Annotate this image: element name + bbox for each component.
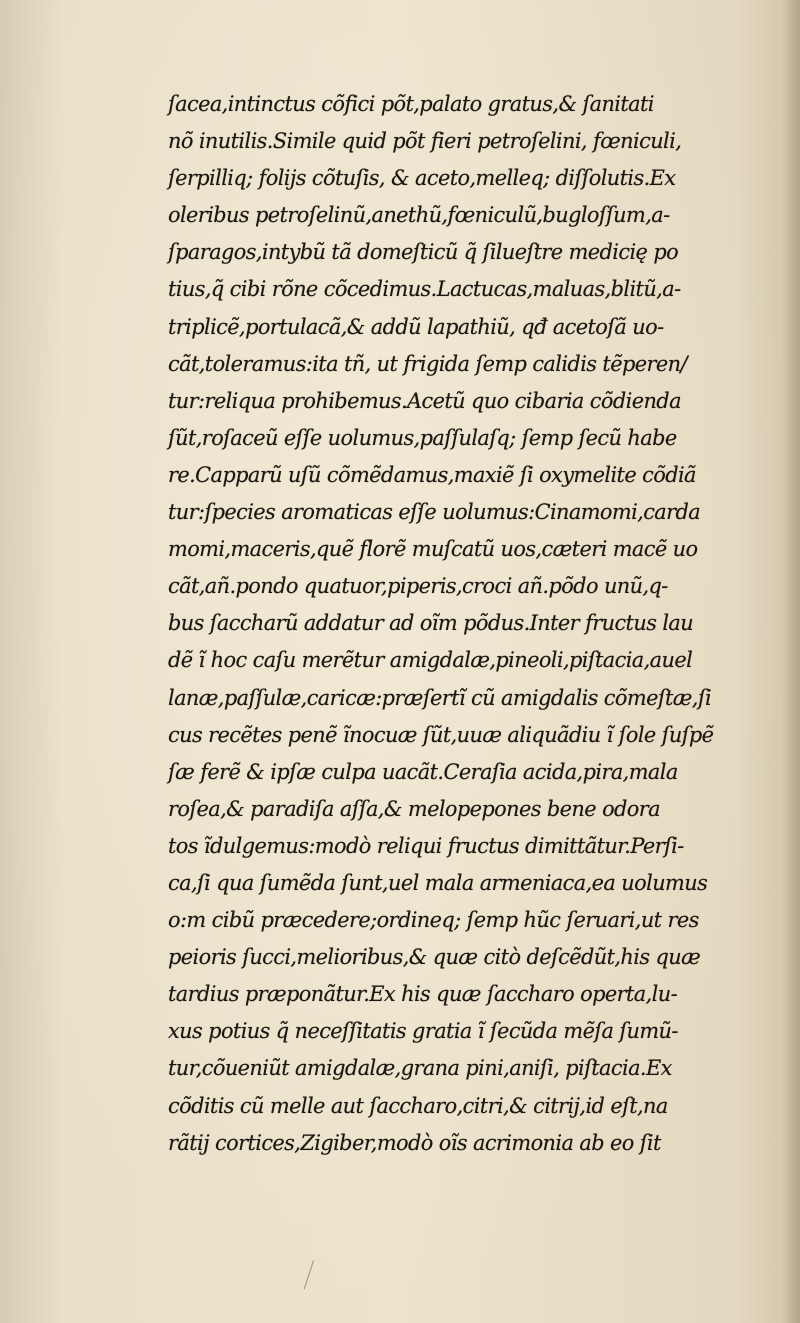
- text-line: roſea,& paradiſa aſſa,& melopepones bene odora: [168, 796, 661, 821]
- text-line: rãtij cortices,Zigiber,modò oĩs acrimonia ab eo ſit: [168, 1130, 661, 1155]
- text-line: dẽ ĩ hoc caſu merẽtur amigdalæ,pineoli,piſtacia,auel: [168, 648, 693, 673]
- text-line: ſacea,intinctus cõfici põt,palato gratus,& ſanitati: [168, 92, 654, 116]
- pen-stroke-mark: [304, 1260, 328, 1293]
- text-line: xus potius q̃ neceſſitatis gratia ĩ ſecũda mẽſa ſumũ-: [168, 1019, 678, 1044]
- text-line: o:m cibũ præcedere;ordineq; ſemp hũc ſeruari,ut res: [168, 908, 699, 933]
- text-line: ſerpilliq; folijs cõtuſis, & aceto,melleq; diſſolutis.Ex: [168, 166, 676, 191]
- text-line: nõ inutilis.Simile quid põt fieri petroſelini, fœniculi,: [168, 129, 682, 154]
- text-line: re.Capparũ uſũ cõmẽdamus,maxiẽ ſi oxymelite cõdiã: [168, 462, 696, 487]
- text-line: tos ĩdulgemus:modò reliqui fructus dimittãtur.Perſi-: [168, 833, 684, 858]
- text-line: ca,ſi qua ſumẽda ſunt,uel mala armeniaca,ea uolumus: [168, 870, 708, 895]
- text-line: ſũt,roſaceũ eſſe uolumus,paſſulaſq; ſemp ſecũ habe: [168, 425, 677, 450]
- text-line: cus recẽtes penẽ ĩnocuæ ſũt,uuæ aliquãdiu ĩ ſole ſuſpẽ: [168, 722, 714, 747]
- text-line: cãt,toleramus:ita tñ, ut frigida ſemp calidis tẽperen/: [168, 351, 687, 376]
- text-line: momi,maceris,quẽ florẽ muſcatũ uos,cæteri macẽ uo: [168, 537, 698, 562]
- text-line: lanæ,paſſulæ,caricæ:præſertĩ cũ amigdalis cõmeſtæ,ſi: [168, 685, 712, 710]
- text-line: tur:ſpecies aromaticas eſſe uolumus:Cinamomi,carda: [168, 500, 701, 525]
- text-line: triplicẽ,portulacã,& addũ lapathiũ, qđ acetoſã uo-: [168, 314, 664, 339]
- text-line: cõditis cũ melle aut ſaccharo,citri,& citrij,id eſt,na: [168, 1093, 668, 1118]
- text-line: tardius præponãtur.Ex his quæ ſaccharo operta,lu-: [168, 982, 678, 1007]
- text-line: oleribus petroſelinũ,anethũ,fœniculũ,bugloſſum,a-: [168, 203, 670, 228]
- text-line: ſparagos,intybũ tã domeſticũ q̃ ſilueſtre medicię po: [168, 240, 679, 265]
- body-text: [168, 86, 796, 1162]
- text-line: peioris ſucci,melioribus,& quæ citò deſcẽdũt,his quæ: [168, 945, 701, 970]
- text-line: tius,q̃ cibi rõne cõcedimus.Lactucas,maluas,blitũ,a-: [168, 277, 681, 302]
- text-line: tur,cõueniũt amigdalæ,grana pini,aniſi, piſtacia.Ex: [168, 1056, 672, 1081]
- text-line: ſæ ferẽ & ipſæ culpa uacãt.Ceraſia acida,pira,mala: [168, 759, 678, 784]
- text-line: tur:reliqua prohibemus.Acetũ quo cibaria cõdienda: [168, 388, 681, 413]
- text-line: bus ſaccharũ addatur ad oĩm põdus.Inter fructus lau: [168, 611, 694, 636]
- text-line: cãt,añ.pondo quatuor,piperis,croci añ.põdo unũ,q-: [168, 574, 668, 599]
